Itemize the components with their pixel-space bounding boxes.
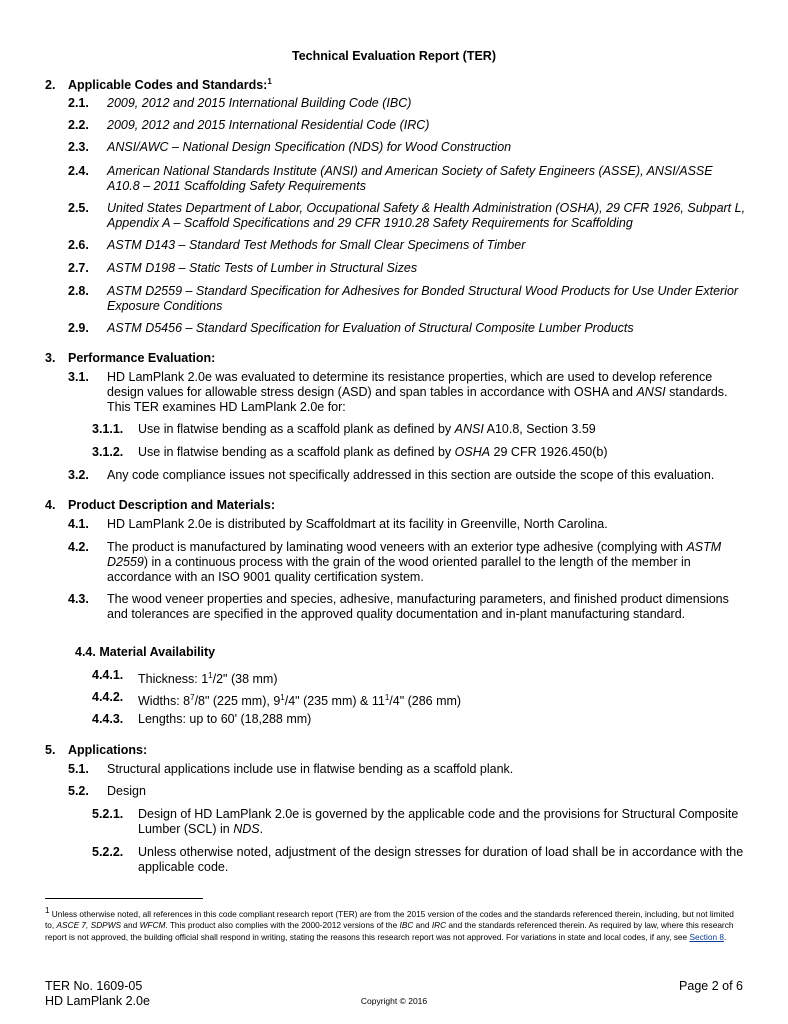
item-text: Any code compliance issues not specifically addressed in this section are outside the scope of this evaluation.	[107, 468, 715, 482]
section-label: Performance Evaluation:	[68, 351, 216, 365]
item-text: Structural applications include use in flatwise bending as a scaffold plank.	[107, 762, 514, 776]
item-number: 2.2.	[68, 118, 89, 132]
section-number: 5.	[45, 743, 56, 757]
item-number: 5.2.	[68, 784, 89, 798]
section-3-heading	[45, 351, 215, 365]
item-5-2	[68, 784, 748, 799]
item-number: 2.5.	[68, 201, 89, 215]
section-label: Applicable Codes and Standards:	[68, 78, 268, 93]
section-2-heading	[45, 77, 272, 92]
item-number: 3.2.	[68, 468, 89, 482]
item-number: 2.6.	[68, 238, 89, 252]
item-2-1	[68, 96, 748, 111]
item-2-4	[68, 164, 748, 194]
section-5-heading	[45, 743, 147, 757]
item-4-3	[68, 592, 748, 622]
item-text: 2009, 2012 and 2015 International Residential Code (IRC)	[107, 118, 430, 132]
item-text: HD LamPlank 2.0e was evaluated to determine its resistance properties, which are used to develop reference design values for allowable stress design (ASD) and span tables in accordance with OSHA and ANSI standards. This TER examines HD LamPlank 2.0e for:	[107, 370, 728, 414]
item-4-1	[68, 517, 748, 532]
item-2-2	[68, 118, 748, 133]
item-number: 3.1.1.	[92, 422, 124, 436]
item-text: Use in flatwise bending as a scaffold plank as defined by ANSI A10.8, Section 3.59	[138, 422, 596, 436]
item-4-4-heading	[75, 645, 215, 659]
item-text: 2009, 2012 and 2015 International Building Code (IBC)	[107, 96, 412, 110]
item-3-2	[68, 468, 748, 483]
item-text: The wood veneer properties and species, adhesive, manufacturing parameters, and finished product dimensions and tolerances are specified in the approved quality documentation and in-plant manufacturing standard.	[107, 592, 729, 621]
item-text: Lengths: up to 60' (18,288 mm)	[138, 712, 312, 726]
item-2-3	[68, 140, 748, 155]
item-text: ASTM D198 – Static Tests of Lumber in Structural Sizes	[107, 261, 418, 275]
item-number: 5.2.2.	[92, 845, 124, 859]
item-number: 4.2.	[68, 540, 89, 554]
item-number: 3.1.	[68, 370, 89, 384]
item-4-4-2	[92, 690, 748, 709]
item-4-2	[68, 540, 748, 585]
item-text: Design	[107, 784, 146, 798]
item-number: 4.4.2.	[92, 690, 124, 704]
item-number: 2.8.	[68, 284, 89, 298]
item-number: 4.1.	[68, 517, 89, 531]
item-number: 2.9.	[68, 321, 89, 335]
item-text: Use in flatwise bending as a scaffold plank as defined by OSHA 29 CFR 1926.450(b)	[138, 445, 608, 459]
item-text: HD LamPlank 2.0e is distributed by Scaffoldmart at its facility in Greenville, North Carolina.	[107, 517, 608, 531]
section-label: Product Description and Materials:	[68, 498, 275, 512]
item-number: 2.4.	[68, 164, 89, 178]
item-number: 4.4.3.	[92, 712, 124, 726]
item-2-8	[68, 284, 748, 314]
item-3-1	[68, 370, 748, 415]
item-number: 2.7.	[68, 261, 89, 275]
item-text: ANSI/AWC – National Design Specification (NDS) for Wood Construction	[107, 140, 512, 154]
item-4-4-1	[92, 668, 748, 687]
item-text: Thickness: $1^1/2$" (38 mm)	[138, 671, 278, 687]
item-text: Widths: $8^7/8$" (225 mm), $9^1/4$" (235 mm) & $11^1/4$" (286 mm)	[138, 693, 462, 709]
section-4-heading	[45, 498, 275, 512]
item-text: United States Department of Labor, Occupational Safety & Health Administration (OSHA), 29 CFR 1926, Subpart L, Appendix A – Scaffold Specifications and 29 CFR 1910.28 Safety Requirements for Scaffolding	[107, 201, 746, 230]
item-2-9	[68, 321, 748, 336]
section-number: 2.	[45, 78, 56, 93]
item-5-2-2	[92, 845, 748, 875]
ter-number: TER No. 1609-05	[45, 979, 143, 993]
footnote: $^1$ Unless otherwise noted, all references in this code compliant research report (TER) are from the 2015 version of the codes and the standards referenced therein, including, but not limited to, ASCE 7, SDPWS and WFCM. This product also complies with the 2000-2012 versions of the IBC and IRC and the standards referenced therein. As required by law, where this research report is not approved, the building official shall respond in writing, stating the reasons this research report was not approved. For variations in state and local codes, if any, see Section 8.	[45, 906, 734, 942]
item-text: American National Standards Institute (ANSI) and American Society of Safety Engineers (ASSE), ANSI/ASSE A10.8 – 2011 Scaffolding Safety Requirements	[107, 164, 713, 193]
item-number: 5.2.1.	[92, 807, 124, 821]
item-number: 4.4.	[75, 645, 96, 659]
item-number: 4.3.	[68, 592, 89, 606]
copyright: Copyright © 2016	[360, 996, 428, 1006]
report-title: Technical Evaluation Report (TER)	[292, 49, 496, 63]
item-number: 2.1.	[68, 96, 89, 110]
item-text: The product is manufactured by laminating wood veneers with an exterior type adhesive (complying with ASTM D2559) in a continuous process with the grain of the wood oriented parallel to the length of the member in accordance with an ISO 9001 quality certification system.	[107, 540, 722, 584]
item-3-1-2	[92, 445, 748, 460]
item-2-5	[68, 201, 748, 231]
section-number: 3.	[45, 351, 56, 365]
item-text: Design of HD LamPlank 2.0e is governed by the applicable code and the provisions for Structural Composite Lumber (SCL) in NDS.	[138, 807, 739, 836]
item-number: 5.1.	[68, 762, 89, 776]
item-text: ASTM D143 – Standard Test Methods for Small Clear Specimens of Timber	[107, 238, 526, 252]
item-2-6	[68, 238, 748, 253]
section-number: 4.	[45, 498, 56, 512]
item-5-2-1	[92, 807, 748, 837]
item-number: 2.3.	[68, 140, 89, 154]
item-3-1-1	[92, 422, 748, 437]
item-text: Unless otherwise noted, adjustment of the design stresses for duration of load shall be in accordance with the applicable code.	[138, 845, 744, 874]
item-text: ASTM D2559 – Standard Specification for Adhesives for Bonded Structural Wood Products for Use Under Exterior Exposure Conditions	[107, 284, 739, 313]
item-4-4-3	[92, 712, 748, 727]
product-name: HD LamPlank 2.0e	[45, 994, 150, 1008]
footnote-divider	[45, 898, 203, 899]
item-number: 3.1.2.	[92, 445, 124, 459]
item-2-7	[68, 261, 748, 276]
footnote-ref: 1	[267, 77, 272, 86]
item-text: ASTM D5456 – Standard Specification for Evaluation of Structural Composite Lumber Products	[107, 321, 634, 335]
page-number: Page 2 of 6	[679, 979, 743, 993]
item-label: Material Availability	[99, 645, 216, 659]
item-number: 4.4.1.	[92, 668, 124, 682]
footnote-mark: 1	[45, 906, 50, 915]
section-8-link[interactable]: Section 8	[689, 931, 725, 942]
item-5-1	[68, 762, 748, 777]
section-label: Applications:	[68, 743, 148, 757]
